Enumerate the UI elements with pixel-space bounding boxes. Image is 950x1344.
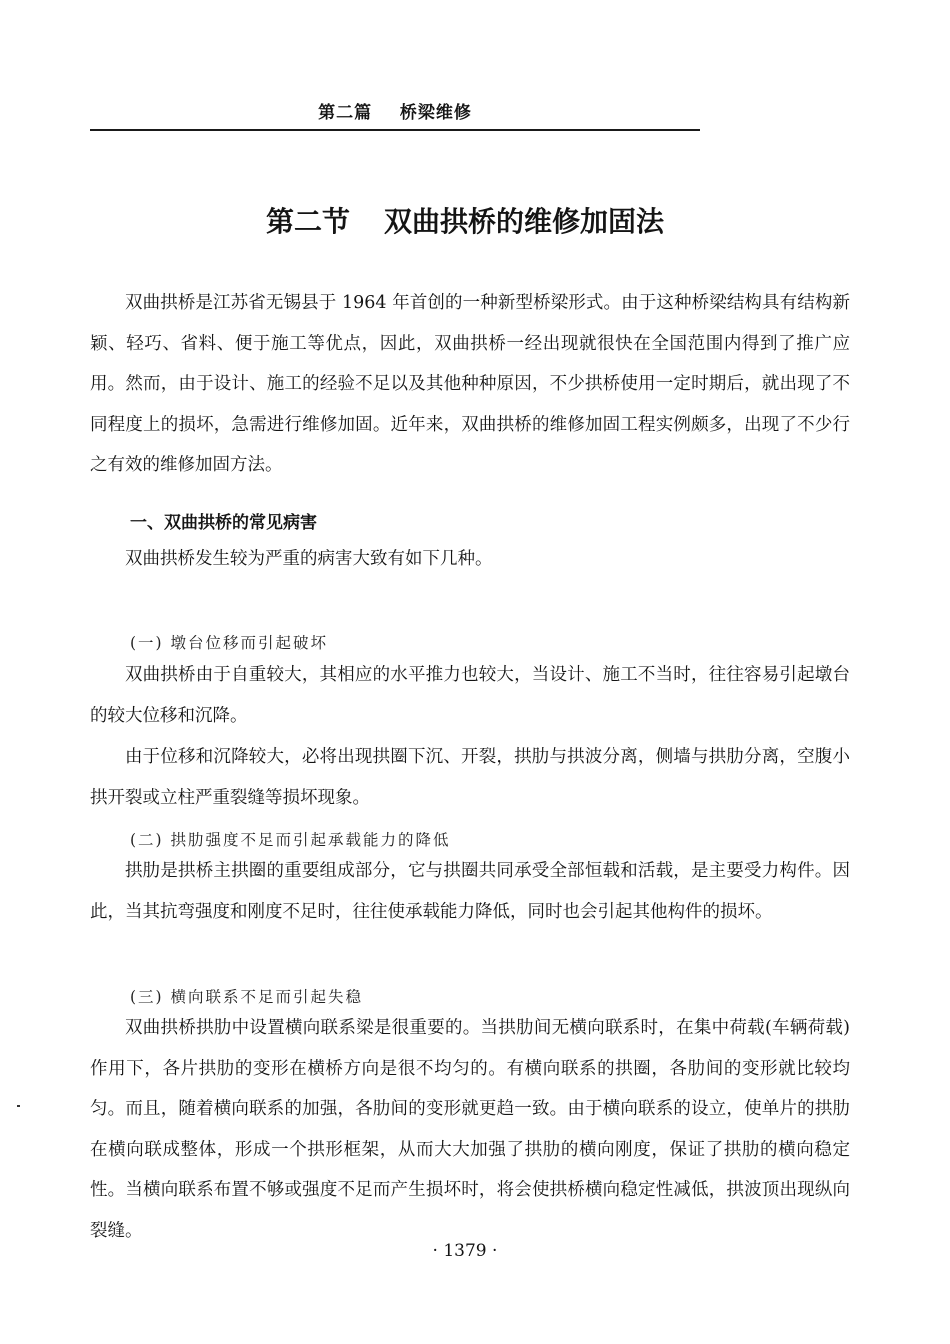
running-header <box>90 98 700 123</box>
item1-paragraph-1: 双曲拱桥由于自重较大，其相应的水平推力也较大，当设计、施工不当时，往往容易引起墩台的较大位移和沉降。 <box>90 665 850 726</box>
item2-paragraph-1: 拱肋是拱桥主拱圈的重要组成部分，它与拱圈共同承受全部恒载和活载，是主要受力构件。因此，当其抗弯强度和刚度不足时，往往使承载能力降低，同时也会引起其他构件的损坏。 <box>90 861 850 922</box>
intro-paragraph: 双曲拱桥是江苏省无锡县于 1964 年首创的一种新型桥梁形式。由于这种桥梁结构具有结构新颖、轻巧、省料、便于施工等优点，因此，双曲拱桥一经出现就很快在全国范围内得到了推广应用。然而，由于设计、施工的经验不足以及其他种种原因，不少拱桥使用一定时期后，就出现了不同程度上的损坏，急需进行维修加固。近年来，双曲拱桥的维修加固工程实例颇多，出现了不少行之有效的维修加固方法。 <box>90 293 850 475</box>
section-title-text: 双曲拱桥的维修加固法 <box>384 205 665 238</box>
section-title <box>0 200 930 240</box>
header-subject: 桥梁维修 <box>399 103 472 123</box>
item1-paragraph-2: 由于位移和沉降较大，必将出现拱圈下沉、开裂，拱肋与拱波分离，侧墙与拱肋分离，空腹小拱开裂或立柱严重裂缝等损坏现象。 <box>90 747 850 808</box>
part1-heading: 一、双曲拱桥的常见病害 <box>130 513 317 533</box>
item1-heading: (一) 墩台位移而引起破坏 <box>130 634 329 652</box>
item2-heading: (二) 拱肋强度不足而引起承载能力的降低 <box>130 831 451 849</box>
part1-lead: 双曲拱桥发生较为严重的病害大致有如下几种。 <box>125 549 493 569</box>
page-number: · 1379 · <box>432 1241 498 1261</box>
header-rule <box>90 129 700 131</box>
item3-heading: (三) 横向联系不足而引起失稳 <box>130 988 364 1006</box>
section-number: 第二节 <box>265 205 350 238</box>
header-part: 第二篇 <box>318 103 373 123</box>
scan-speck <box>17 1105 20 1107</box>
item3-paragraph-1: 双曲拱桥拱肋中设置横向联系梁是很重要的。当拱肋间无横向联系时，在集中荷载(车辆荷载)作用下，各片拱肋的变形在横桥方向是很不均匀的。有横向联系的拱圈，各肋间的变形就比较均匀。而且，随着横向联系的加强，各肋间的变形就更趋一致。由于横向联系的设立，使单片的拱肋在横向联成整体，形成一个拱形框架，从而大大加强了拱肋的横向刚度，保证了拱肋的横向稳定性。当横向联系布置不够或强度不足而产生损坏时，将会使拱桥横向稳定性减低，拱波顶出现纵向裂缝。 <box>90 1018 850 1241</box>
